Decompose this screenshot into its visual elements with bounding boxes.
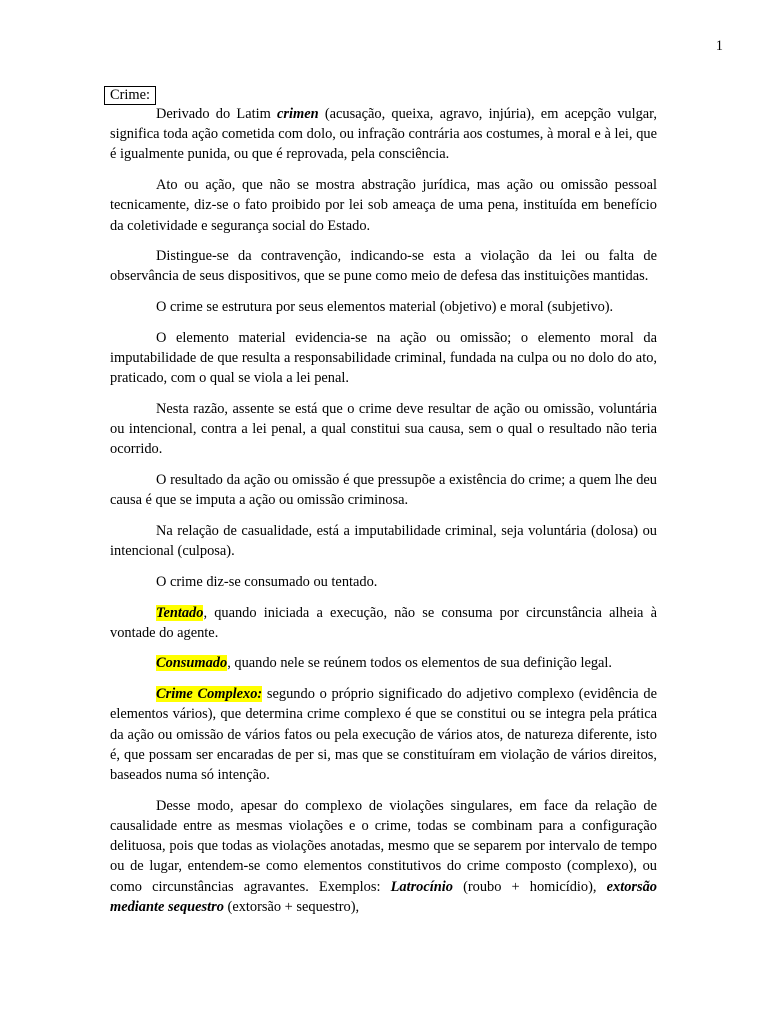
latin-term: crimen — [277, 106, 319, 122]
paragraph-causality: Na relação de casualidade, está a imputabilidade criminal, seja voluntária (dolosa) ou intencional (culposa). — [110, 522, 657, 560]
paragraph-reason: Nesta razão, assente se está que o crime deve resultar de ação ou omissão, voluntária ou intencional, contra a lei penal, a qual constitui sua causa, sem o qual o resultado não teria ocorrido. — [110, 400, 657, 458]
paragraph-text: , quando nele se reúnem todos os elementos de sua definição legal. — [227, 655, 613, 672]
paragraph-types: O crime diz-se consumado ou tentado. — [156, 573, 378, 590]
paragraph-consummated — [110, 653, 657, 673]
highlighted-term-crime-complexo: Crime Complexo: — [156, 686, 263, 703]
paragraph-elements: O elemento material evidencia-se na ação ou omissão; o elemento moral da imputabilidade de que resulta a responsabilidade criminal, fundada na culpa ou no dolo do ato, praticado, com o qual se viola a lei penal. — [110, 329, 657, 387]
paragraph-contravention: Distingue-se da contravenção, indicando-se esta a violação da lei ou falta de observância de seus dispositivos, que se pune como meio de defesa das instituições mantidas. — [110, 248, 657, 285]
paragraph-text: , quando iniciada a execução, não se consuma por circunstância alheia à vontade do agente. — [110, 604, 657, 641]
paragraph-act: Ato ou ação, que não se mostra abstração jurídica, mas ação ou omissão pessoal tecnicamente, diz-se o fato proibido por lei sob ameaça de uma pena, instituída em benefício da coletividade e segurança social do Estado. — [110, 177, 657, 234]
section-heading: Crime: — [104, 86, 156, 105]
paragraph-attempted — [110, 603, 657, 643]
paragraph-text: (extorsão + sequestro), — [223, 898, 360, 915]
example-term-latrocinio: Latrocínio — [390, 878, 453, 895]
paragraph-text: Derivado do Latim — [156, 106, 278, 122]
document-body — [110, 86, 657, 927]
example-term-extorsao: extorsão mediante sequestro — [110, 878, 657, 915]
paragraph-text: (acusação, queixa, agravo, injúria), em acepção vulgar, significa toda ação cometida com dolo, ou infração contrária aos costumes, à moral e à lei, que é igualmente punida, ou que é reprovada, pela consciência. — [110, 106, 657, 163]
paragraph-text: segundo o próprio significado do adjetivo complexo (evidência de elementos vários), que determina crime complexo é que se constitui ou se integra pela prática da ação ou omissão de vários fatos ou pela execução de vários atos, de natureza diferente, isto é, que possam ser encaradas de per si, mas que se constituíram em violação de vários direitos, baseados numa só intenção. — [110, 686, 657, 783]
highlighted-term-consumado: Consumado — [156, 655, 228, 672]
highlighted-term-tentado: Tentado — [156, 604, 204, 621]
paragraph-structure: O crime se estrutura por seus elementos material (objetivo) e moral (subjetivo). — [156, 299, 614, 316]
page-number: 1 — [715, 38, 723, 54]
paragraph-examples — [110, 796, 657, 917]
paragraph-complex-crime — [110, 684, 657, 785]
paragraph-definition — [110, 104, 657, 165]
paragraph-text: (roubo + homicídio), — [452, 878, 607, 895]
paragraph-text: Desse modo, apesar do complexo de violações singulares, em face da relação de causalidade entre as mesmas violações e o crime, todas se combinam para a configuração delituosa, pois que todas as violações anotadas, mesmo que se separem por intervalo de tempo ou de lugar, entendem-se como elementos constitutivos do crime composto (complexo), ou como circunstâncias agravantes. Exemplos: — [110, 797, 657, 895]
paragraph-result: O resultado da ação ou omissão é que pressupõe a existência do crime; a quem lhe deu causa é que se imputa a ação ou omissão criminosa. — [110, 472, 657, 509]
